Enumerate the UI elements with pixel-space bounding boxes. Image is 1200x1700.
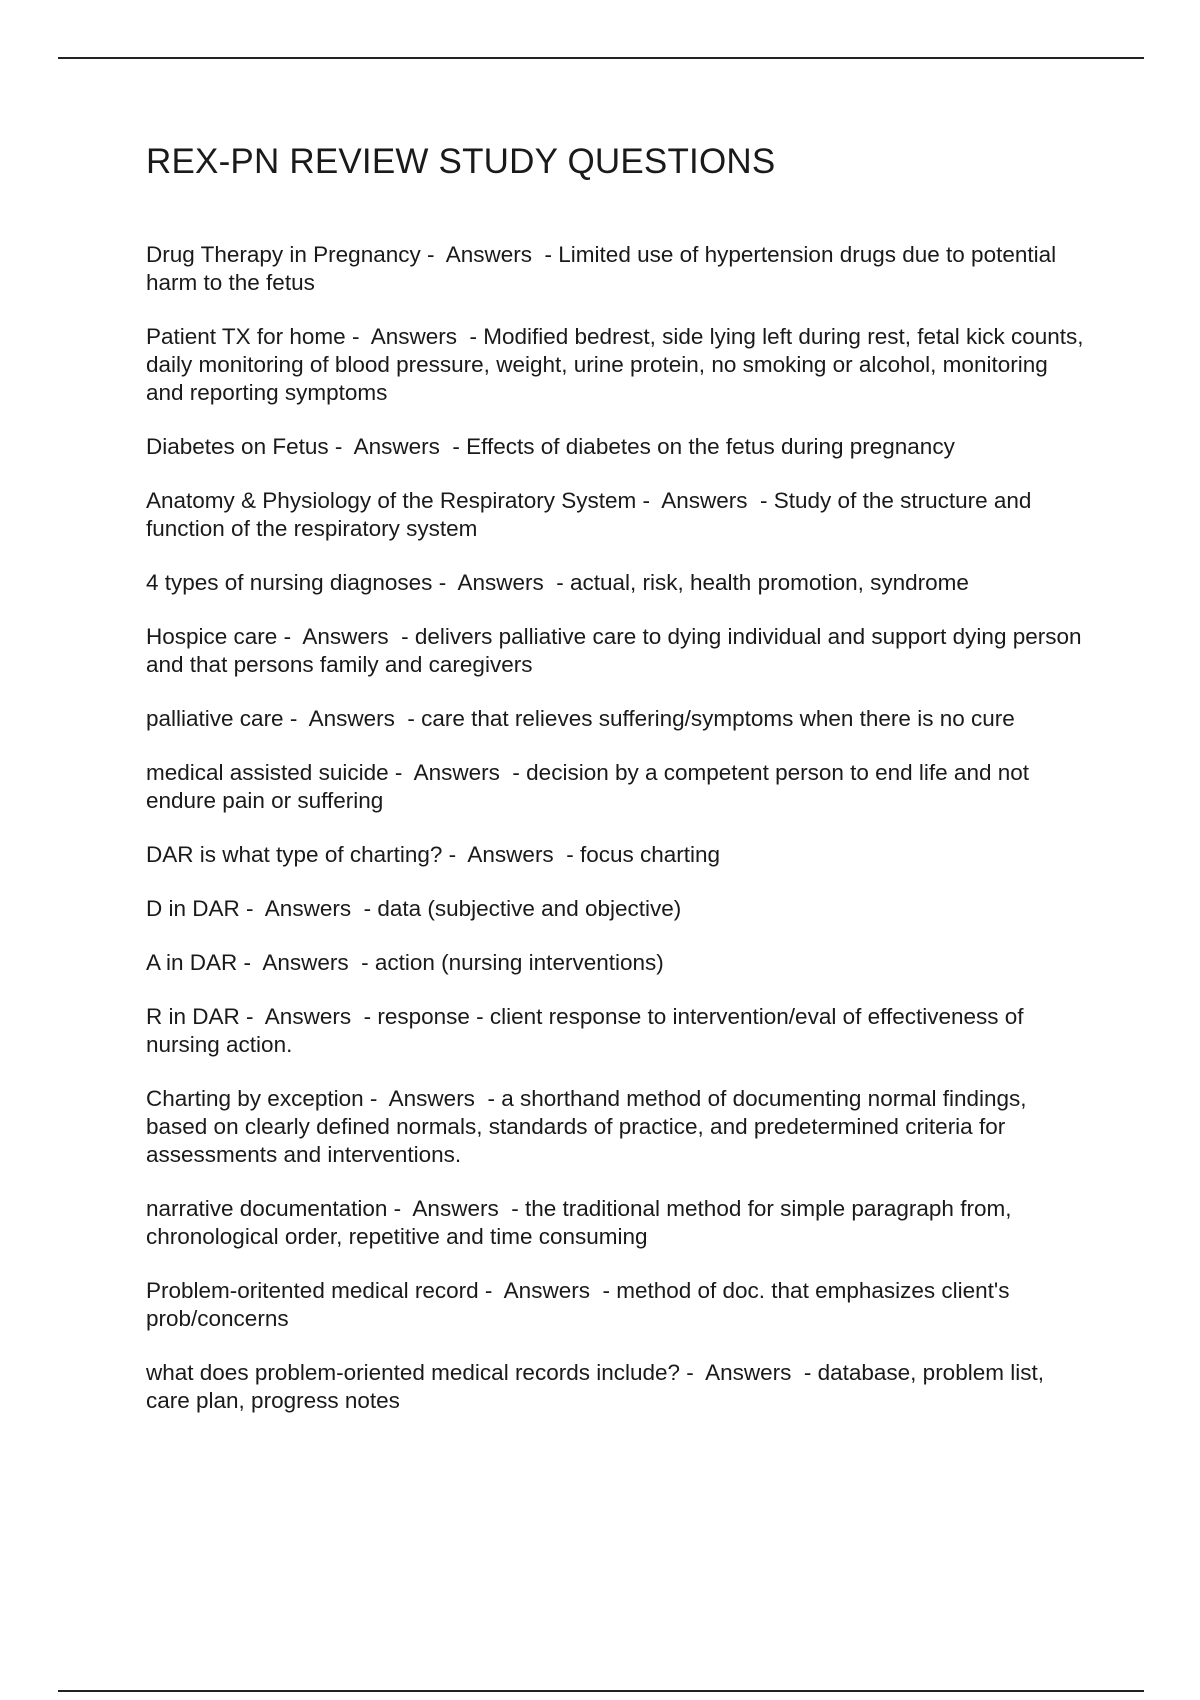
separator: - xyxy=(345,324,371,349)
qa-item xyxy=(146,1359,1086,1415)
separator: - xyxy=(442,842,468,867)
answers-label: Answers xyxy=(445,242,533,267)
answers-label: Answers xyxy=(262,950,349,975)
answers-label: Answers xyxy=(264,896,352,921)
answer-text: action (nursing interventions) xyxy=(374,950,664,975)
qa-item xyxy=(146,841,1086,869)
answers-label: Answers xyxy=(353,434,440,459)
answers-label: Answers xyxy=(388,1086,475,1111)
separator: - xyxy=(388,760,414,785)
separator: - xyxy=(387,1196,413,1221)
answer-text: decision by a competent person to end life and not endure pain or suffering xyxy=(146,760,1036,813)
qa-item xyxy=(146,623,1086,679)
qa-item xyxy=(146,323,1090,407)
answer-prefix: - xyxy=(474,1086,502,1111)
question-text: D in DAR xyxy=(146,896,240,921)
qa-item xyxy=(146,705,1086,733)
question-text: Charting by exception xyxy=(146,1086,364,1111)
answer-text: care that relieves suffering/symptoms when there is no cure xyxy=(421,706,1015,731)
qa-item xyxy=(146,1277,1086,1333)
answer-text: actual, risk, health promotion, syndrome xyxy=(569,570,969,595)
answer-prefix: - xyxy=(456,324,484,349)
question-text: Patient TX for home xyxy=(146,324,346,349)
page-title: REX-PN REVIEW STUDY QUESTIONS xyxy=(146,142,776,181)
separator: - xyxy=(363,1086,389,1111)
question-text: Hospice care xyxy=(146,624,278,649)
answers-label: Answers xyxy=(308,706,395,731)
answers-label: Answers xyxy=(413,760,500,785)
answer-text: data (subjective and objective) xyxy=(377,896,682,921)
answer-text: Limited use of hypertension drugs due to potential harm to the fetus xyxy=(146,242,1063,295)
separator: - xyxy=(239,1004,265,1029)
answer-prefix: - xyxy=(589,1278,617,1303)
qa-list xyxy=(146,241,1090,1441)
answer-prefix: - xyxy=(394,706,422,731)
qa-item xyxy=(146,759,1086,815)
question-text: Drug Therapy in Pregnancy xyxy=(146,242,421,267)
question-text: Problem-oritented medical record xyxy=(146,1278,479,1303)
answer-text: the traditional method for simple paragraph from, chronological order, repetitive and time consuming xyxy=(146,1196,1018,1249)
separator: - xyxy=(478,1278,504,1303)
separator: - xyxy=(277,624,303,649)
qa-item xyxy=(146,1003,1086,1059)
qa-item xyxy=(146,949,1086,977)
question-text: Anatomy & Physiology of the Respiratory System xyxy=(146,488,637,513)
answer-text: database, problem list, care plan, progress notes xyxy=(146,1360,1051,1413)
answers-label: Answers xyxy=(370,324,457,349)
answer-text: delivers palliative care to dying individual and support dying person and that persons family and caregivers xyxy=(146,624,1088,677)
question-text: 4 types of nursing diagnoses xyxy=(146,570,433,595)
separator: - xyxy=(239,896,265,921)
answer-text: Effects of diabetes on the fetus during pregnancy xyxy=(466,434,955,459)
answer-text: a shorthand method of documenting normal findings, based on clearly defined normals, standards of practice, and predetermined criteria for assessments and interventions. xyxy=(146,1086,1033,1167)
bottom-divider xyxy=(58,1690,1144,1692)
qa-item xyxy=(146,1085,1086,1169)
answer-prefix: - xyxy=(499,760,527,785)
answer-text: method of doc. that emphasizes client's prob/concerns xyxy=(146,1278,1016,1331)
qa-item xyxy=(146,569,1086,597)
answers-label: Answers xyxy=(467,842,554,867)
question-text: medical assisted suicide xyxy=(146,760,389,785)
question-text: DAR is what type of charting? xyxy=(146,842,443,867)
answers-label: Answers xyxy=(264,1004,352,1029)
answers-label: Answers xyxy=(503,1278,590,1303)
separator: - xyxy=(328,434,354,459)
answer-text: Modified bedrest, side lying left during rest, fetal kick counts, daily monitoring of blood pressure, weight, urine protein, no smoking or alcohol, monitoring and reporting symptoms xyxy=(146,324,1090,405)
answer-prefix: - xyxy=(747,488,774,513)
qa-item xyxy=(146,241,1086,297)
separator: - xyxy=(237,950,263,975)
answer-prefix: - xyxy=(348,950,375,975)
question-text: what does problem-oriented medical records include? xyxy=(146,1360,681,1385)
answers-label: Answers xyxy=(661,488,748,513)
answer-text: focus charting xyxy=(579,842,721,867)
answer-prefix: - xyxy=(553,842,580,867)
separator: - xyxy=(283,706,309,731)
question-text: palliative care xyxy=(146,706,284,731)
answer-prefix: - xyxy=(532,242,559,267)
answer-prefix: - xyxy=(388,624,415,649)
answers-label: Answers xyxy=(457,570,544,595)
top-divider xyxy=(58,57,1144,59)
answer-prefix: - xyxy=(498,1196,525,1221)
answer-prefix: - xyxy=(791,1360,818,1385)
answer-prefix: - xyxy=(351,1004,378,1029)
answers-label: Answers xyxy=(412,1196,499,1221)
qa-item xyxy=(146,895,1086,923)
answer-prefix: - xyxy=(351,896,378,921)
answers-label: Answers xyxy=(302,624,389,649)
question-text: narrative documentation xyxy=(146,1196,388,1221)
qa-item xyxy=(146,433,1086,461)
separator: - xyxy=(680,1360,706,1385)
answer-text: Study of the structure and function of the respiratory system xyxy=(146,488,1038,541)
separator: - xyxy=(636,488,662,513)
answer-prefix: - xyxy=(439,434,467,459)
qa-item xyxy=(146,487,1086,543)
answer-text: response - client response to intervention/eval of effectiveness of nursing action. xyxy=(146,1004,1030,1057)
separator: - xyxy=(432,570,458,595)
answers-label: Answers xyxy=(705,1360,792,1385)
answer-prefix: - xyxy=(543,570,570,595)
separator: - xyxy=(420,242,446,267)
question-text: Diabetes on Fetus xyxy=(146,434,329,459)
qa-item xyxy=(146,1195,1086,1251)
question-text: A in DAR xyxy=(146,950,238,975)
question-text: R in DAR xyxy=(146,1004,240,1029)
